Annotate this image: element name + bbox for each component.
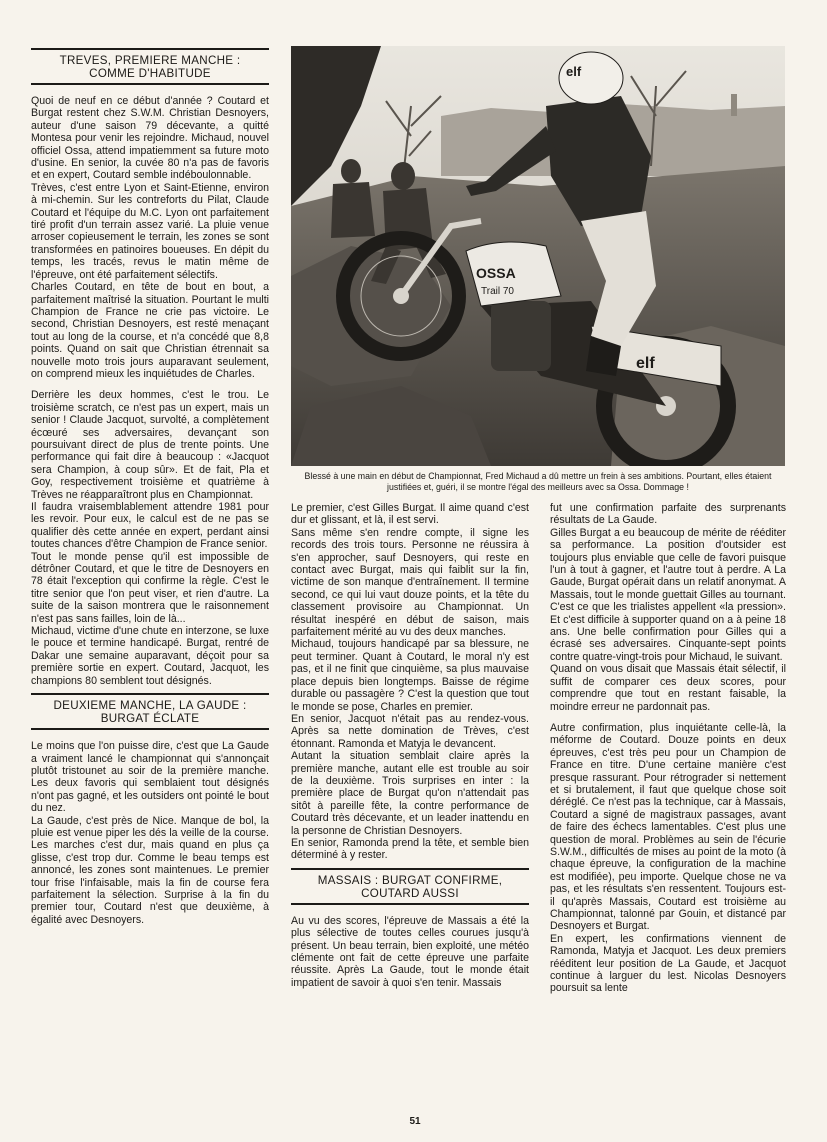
helmet-elf-text: elf bbox=[566, 64, 582, 79]
column-left bbox=[31, 42, 269, 926]
paragraph: Quoi de neuf en ce début d'année ? Coutard et Burgat restent chez S.W.M. Christian Desnoyers, auteur d'une saison 79 décevante, a quitté Montesa pour venir les rejoindre. Michaud, nouvel officiel Ossa, attend impatiemment sa future moto d'usine. En senior, la cuvée 80 n'a pas de favoris et en expert, Coutard semble indéboulonnable. bbox=[31, 95, 269, 182]
paragraph: La Gaude, c'est près de Nice. Manque de bol, la pluie est venue piper les dés la veille de la course. Les marches c'est dur, mais quand en plus ça glisse, c'est trop dur. Comme le beau temps est annoncé, les zones sont maintenues. Le premier tour frise l'infaisable, mais la fin de course fera parfaitement la sélection. Surprise à la fin du premier tour, Coutard n'est que deuxième, à égalité avec Desnoyers. bbox=[31, 814, 269, 926]
paragraph: Il faudra vraisemblablement attendre 1981 pour les revoir. Pour eux, le calcul est de ne pas se qualifier dès cette année en expert, perdant ainsi toutes chances d'être Champion de France senior. bbox=[31, 501, 269, 551]
paragraph: Tout le monde pense qu'il est impossible de détrôner Coutard, et que le titre de Desnoyers en 78 était l'exception qui confirme la règle. C'est le titre senior que l'on peut viser, et rien d'autre. La suite de la saison montrera que le raisonnement n'est pas sans failles, loin de là... bbox=[31, 550, 269, 625]
paragraph: Quand on vous disait que Massais était sélectif, il suffit de comparer ces deux scores, pour comprendre que tout en restant faisable, la moindre erreur ne pardonnait pas. bbox=[550, 663, 786, 713]
tank-brand-text: OSSA bbox=[476, 265, 516, 281]
column-right bbox=[550, 502, 786, 995]
paragraph: Derrière les deux hommes, c'est le trou. Le troisième scratch, ce n'est pas un expert, mais un senior ! Claude Jacquot, survolté, a complètement écœuré ses adversaires, devançant son poursuivant direct de plus de trente points. Une performance qui fait dire à beaucoup : «Jacquot sera Champion, à coup sûr». Et de fait, Pla et Goy, respectivement troisième et quatrième à Trèves ne réapparaîtront plus en Championnat. bbox=[31, 389, 269, 501]
section-heading-la-gaude: DEUXIEME MANCHE, LA GAUDE : BURGAT ÉCLATE bbox=[31, 693, 269, 730]
paragraph: Autre confirmation, plus inquiétante celle-là, la méforme de Coutard. Douze points en deux épreuves, c'est très peu pour un Champion de France en titre. D'une certaine manière c'est presque rassurant. Pour rétrograder si nettement et si brutalement, il faut que quelque chose soit déréglé. Ce n'est pas la technique, car à Massais, Coutard a signé de magistraux passages, avant de faire des échecs lamentables. C'est plus une question de moral. Problèmes au sein de l'écurie S.W.M., difficultés de mises au point de la moto (à chaque épreuve, la configuration de la machine est modifiée), peu importe. Quelque chose ne va pas, et les résultats s'en ressentent. Toujours est-il qu'après Massais, Coutard est troisième au Championnat, talonné par Gouin, et distancé par Desnoyers et Burgat. bbox=[550, 721, 786, 933]
trial-rider-photo bbox=[291, 46, 785, 466]
photo-caption: Blessé à une main en début de Championnat, Fred Michaud a dû mettre un frein à ses ambitions. Pourtant, elles étaient justifiées et, guéri, il se montre l'égal des meilleurs avec sa Ossa. Dommage ! bbox=[304, 471, 772, 492]
paragraph: Sans même s'en rendre compte, il signe les records des trois tours. Personne ne réussira à s'en approcher, sauf Desnoyers, qui reste en contact avec Burgat, mais qui faiblit sur la fin, victime de son manque d'entraînement. Il termine second, ce qui lui vaut douze points, et la tête du classement provisoire au Championnat. Un résultat inespéré en début de saison, mais parfaitement mérité au vu des deux manches. bbox=[291, 526, 529, 639]
paragraph: fut une confirmation parfaite des surprenants résultats de La Gaude. bbox=[550, 502, 786, 527]
page-number: 51 bbox=[409, 1116, 421, 1127]
paragraph: Michaud, toujours handicapé par sa blessure, ne peut terminer. Quant à Coutard, le moral n'y est pas, et il ne finit que cinquième, sa plus mauvaise place depuis bien longtemps. Baisse de régime durable ou passagère ? C'est la question que tout le monde se pose, Charles en premier. bbox=[291, 638, 529, 713]
paragraph: Gilles Burgat a eu beaucoup de mérite de rééditer sa performance. La position d'outsider est toujours plus enviable que celle de favori puisque l'un à tout à gagner, et l'autre tout à perdre. A La Gaude, Burgat opérait dans un relatif anonymat. A Massais, tout le monde guettait Gilles au tournant. C'est ce que les trialistes appellent «la pression». Et c'est difficile à supporter quand on a à peine 18 ans. Une belle confirmation pour Gilles qui a écrasé ses adversaires. Cinquante-sept points contre quatre-vingt-trois pour Michaud, le suivant. bbox=[550, 526, 786, 663]
paragraph: Autant la situation semblait claire après la première manche, autant elle est trouble au soir de la deuxième. Trois surprises en inter : la première place de Burgat qu'on n'attendait pas sitôt à pareille fête, la contre performance de Coutard très décevante, et un leader inattendu en la personne de Christian Desnoyers. bbox=[291, 750, 529, 837]
column-middle bbox=[291, 502, 529, 989]
paragraph: Charles Coutard, en tête de bout en bout, a parfaitement maîtrisé la situation. Pourtant le multi Champion de France ne crie pas victoire. Le second, Christian Desnoyers, est resté menaçant tout au long de la course, et n'a concédé que 8,8 points. Quand on sait que Christian étrennait sa nouvelle moto trois jours auparavant seulement, on comprend mieux les inquiétudes de Charles. bbox=[31, 281, 269, 380]
paragraph: Michaud, victime d'une chute en interzone, se luxe le pouce et termine handicapé. Burgat, rentré de Dakar une semaine auparavant, déçoit pour sa première sortie en expert. Coutard, Jacquot, les champions 80 semblent tout désignés. bbox=[31, 625, 269, 687]
paragraph: En expert, les confirmations viennent de Ramonda, Matyja et Jacquot. Les deux premiers rééditent leur position de La Gaude, et Jacquot continue à larguer du lest. Nicolas Desnoyers poursuit sa lente bbox=[550, 932, 786, 995]
paragraph: En senior, Jacquot n'était pas au rendez-vous. Après sa nette domination de Trèves, c'est étonnant. Ramonda et Matyja le devancent. bbox=[291, 712, 529, 750]
paragraph: En senior, Ramonda prend la tête, et semble bien déterminé à y rester. bbox=[291, 836, 529, 862]
paragraph: Le premier, c'est Gilles Burgat. Il aime quand c'est dur et glissant, et là, il est servi. bbox=[291, 502, 529, 527]
section-heading-treves: TREVES, PREMIERE MANCHE : COMME D'HABITUDE bbox=[31, 48, 269, 85]
photo-illustration bbox=[291, 46, 785, 466]
paragraph: Au vu des scores, l'épreuve de Massais a été la plus sélective de toutes celles courues jusqu'à présent. Un beau terrain, bien exploité, une météo clémente ont fait de cette épreuve une parfaite réussite. Après La Gaude, tout le monde était impatient de savoir à quoi s'en tenir. Massais bbox=[291, 914, 529, 989]
paragraph: Le moins que l'on puisse dire, c'est que La Gaude a vraiment lancé le championnat qui s'annonçait plutôt tristounet au soir de la première manche. Les deux favoris qui semblaient tout désignés n'ont pas gagné, et les outsiders ont pointé le bout du nez. bbox=[31, 740, 269, 815]
section-heading-massais: MASSAIS : BURGAT CONFIRME, COUTARD AUSSI bbox=[291, 868, 529, 905]
paragraph: Trèves, c'est entre Lyon et Saint-Etienne, environ à mi-chemin. Sur les contreforts du Pilat, Claude Coutard et l'équipe du M.C. Lyon ont parfaitement tiré profit d'un terrain assez varié. La pluie venue arroser copieusement le terrain, les zones se sont transformées en patinoires boueuses. En dépit du temps, les tracés, revus le matin même de l'épreuve, ont été parfaitement sélectifs. bbox=[31, 181, 269, 281]
tank-model-text: Trail 70 bbox=[481, 286, 514, 297]
fairing-elf-text: elf bbox=[636, 355, 655, 372]
